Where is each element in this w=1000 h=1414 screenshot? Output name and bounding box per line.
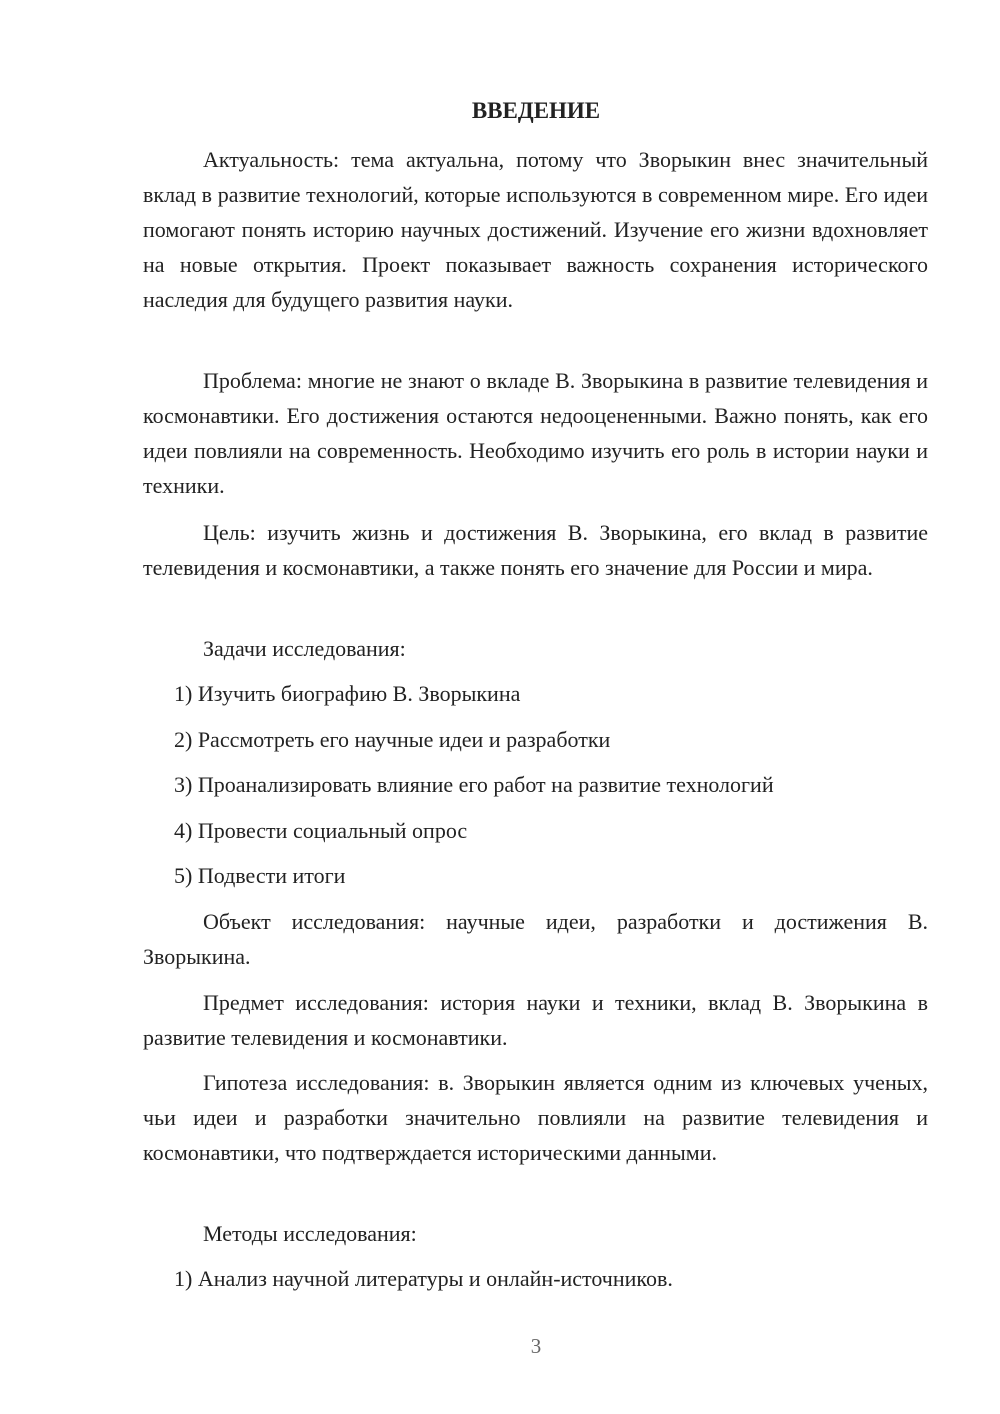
- paragraph-goal: Цель: изучить жизнь и достижения В. Зворыкина, его вклад в развитие телевидения и космонавтики, а также понять его значение для России и мира.: [143, 520, 928, 580]
- page-number: 3: [530, 1334, 542, 1358]
- task-item: 5) Подвести итоги: [174, 863, 346, 888]
- section-heading: ВВЕДЕНИЕ: [471, 98, 601, 123]
- paragraph-object: Объект исследования: научные идеи, разработки и достижения В. Зворыкина.: [143, 909, 928, 969]
- paragraph-problem: Проблема: многие не знают о вкладе В. Зворыкина в развитие телевидения и космонавтики. Его достижения остаются недооцененными. Важно понять, как его идеи повлияли на современность. Необходимо изучить его роль в истории науки и техники.: [143, 368, 928, 498]
- method-item: 1) Анализ научной литературы и онлайн-источников.: [174, 1266, 673, 1291]
- task-item: 1) Изучить биографию В. Зворыкина: [174, 681, 521, 706]
- task-item: 4) Провести социальный опрос: [174, 818, 468, 843]
- task-item: 3) Проанализировать влияние его работ на развитие технологий: [174, 772, 774, 797]
- paragraph-hypothesis: Гипотеза исследования: в. Зворыкин является одним из ключевых ученых, чьи идеи и разработки значительно повлияли на развитие телевидения и космонавтики, что подтверждается историческими данными.: [143, 1070, 928, 1165]
- paragraph-relevance: Актуальность: тема актуальна, потому что Зворыкин внес значительный вклад в развитие технологий, которые используются в современном мире. Его идеи помогают понять историю научных достижений. Изучение его жизни вдохновляет на новые открытия. Проект показывает важность сохранения исторического наследия для будущего развития науки.: [143, 147, 928, 312]
- methods-title: Методы исследования:: [203, 1221, 417, 1246]
- task-item: 2) Рассмотреть его научные идеи и разработки: [174, 727, 611, 752]
- paragraph-subject: Предмет исследования: история науки и техники, вклад В. Зворыкина в развитие телевидения и космонавтики.: [143, 990, 928, 1050]
- tasks-title: Задачи исследования:: [203, 636, 406, 661]
